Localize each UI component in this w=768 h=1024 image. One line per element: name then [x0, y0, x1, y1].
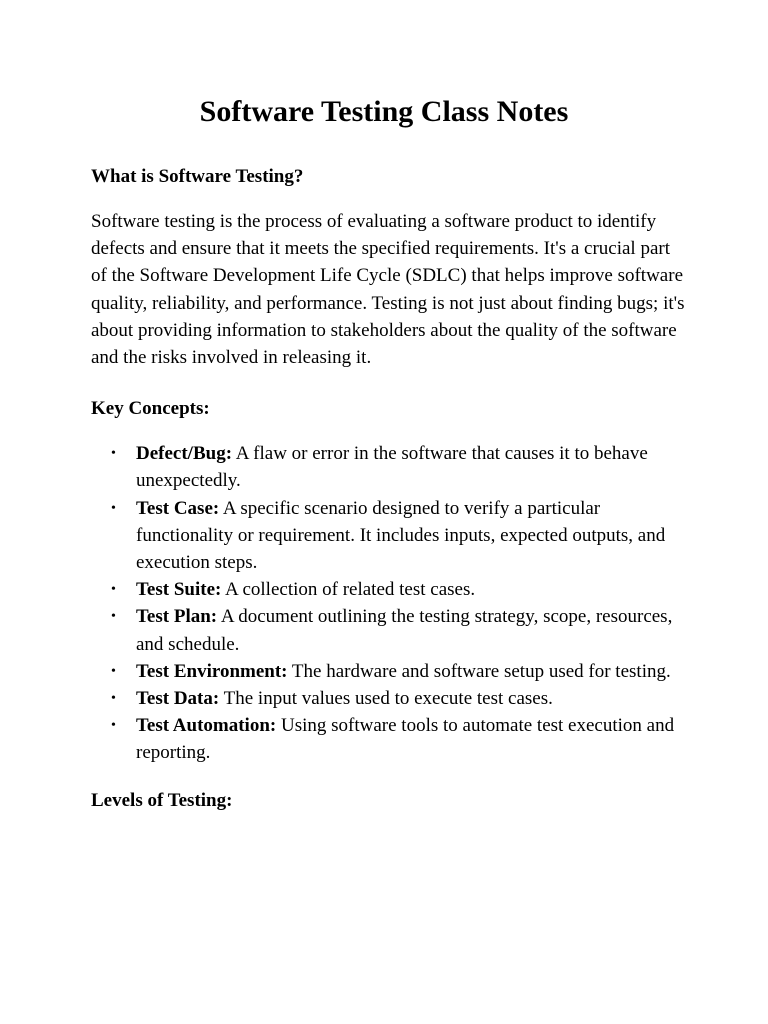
key-concepts-list	[91, 440, 687, 766]
list-item	[91, 712, 687, 766]
bullet-icon: •	[111, 718, 116, 734]
page-title: Software Testing Class Notes	[199, 95, 569, 128]
list-item	[91, 440, 687, 494]
concept-term: Test Plan:	[136, 606, 218, 628]
section-heading-what-is-software-testing: What is Software Testing?	[91, 166, 304, 187]
concept-definition: Using software tools to automate test execution and reporting.	[136, 715, 675, 764]
document-content	[91, 93, 687, 814]
list-item	[91, 576, 687, 603]
concept-definition: A flaw or error in the software that causes it to behave unexpectedly.	[136, 443, 648, 492]
concept-term: Test Data:	[136, 688, 220, 710]
list-item	[91, 495, 687, 577]
list-item	[91, 603, 687, 657]
section-heading-key-concepts: Key Concepts:	[91, 398, 210, 420]
concept-term: Test Suite:	[136, 579, 222, 601]
list-item	[91, 658, 687, 685]
concept-term: Test Automation:	[136, 715, 277, 737]
concept-definition: The hardware and software setup used for testing.	[287, 660, 671, 682]
bullet-icon: •	[111, 582, 116, 598]
concept-term: Defect/Bug:	[136, 443, 233, 465]
concept-definition: The input values used to execute test cases.	[219, 688, 553, 710]
section-heading-levels-of-testing: Levels of Testing:	[91, 789, 233, 811]
concept-definition: A specific scenario designed to verify a particular functionality or requirement. It includes inputs, expected outputs, and execution steps.	[136, 497, 666, 574]
list-item	[91, 685, 687, 712]
bullet-icon: •	[111, 663, 116, 679]
concept-term: Test Case:	[136, 497, 220, 519]
concept-term: Test Environment:	[136, 660, 288, 682]
bullet-icon: •	[111, 691, 116, 707]
bullet-icon: •	[111, 446, 116, 462]
bullet-icon: •	[111, 609, 116, 625]
bullet-icon: •	[111, 500, 116, 516]
concept-definition: A document outlining the testing strategy, scope, resources, and schedule.	[136, 606, 673, 655]
intro-paragraph: Software testing is the process of evaluating a software product to identify defects and ensure that it meets the specified requirements. It's a crucial part of the Software Development Life Cycle (SDLC) that helps improve software quality, reliability, and performance. Testing is not just about finding bugs; it's about providing information to stakeholders about the quality of the software and the risks involved in releasing it.	[91, 211, 685, 369]
concept-definition: A collection of related test cases.	[221, 579, 476, 601]
